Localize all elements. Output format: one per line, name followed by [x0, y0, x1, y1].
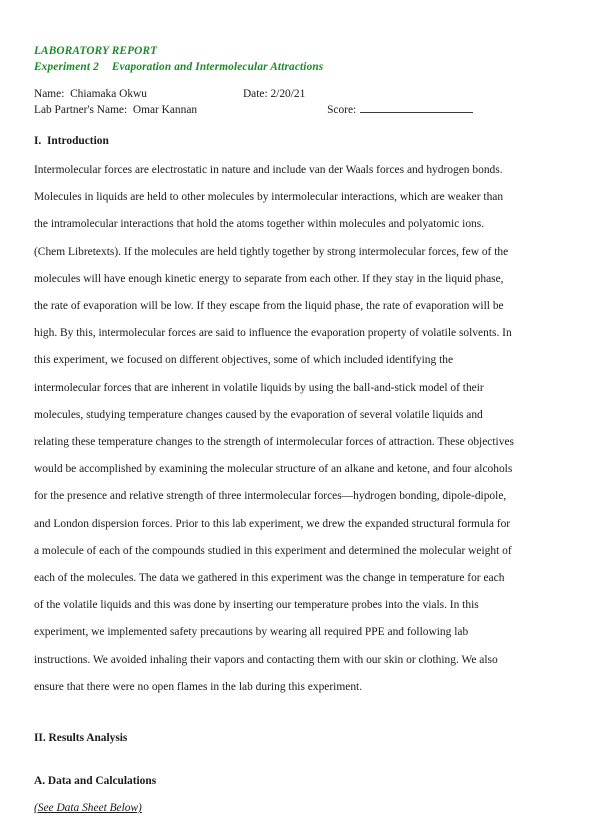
experiment-subject: Evaporation and Intermolecular Attractions — [111, 60, 324, 73]
paragraph-line: the rate of evaporation will be low. If they escape from the liquid phase, the rate of evaporation will be — [34, 300, 504, 313]
paragraph-line: molecules, studying temperature changes caused by the evaporation of several volatile liquids and — [34, 408, 483, 421]
paragraph-line: Molecules in liquids are held to other molecules by intermolecular interactions, which are weaker than — [34, 191, 504, 204]
data-sheet-note: (See Data Sheet Below) — [34, 802, 142, 815]
experiment-label: Experiment 2 — [34, 60, 99, 73]
report-title: LABORATORY REPORT — [34, 45, 158, 57]
paragraph-line: each of the molecules. The data we gathered in this experiment was the change in temperature for each — [34, 572, 505, 585]
name-value: Chiamaka Okwu — [70, 88, 147, 101]
paragraph-line: and London dispersion forces. Prior to this lab experiment, we drew the expanded structural formula for — [34, 517, 511, 530]
paragraph-line: (Chem Libretexts). If the molecules are held tightly together by strong intermolecular forces, few of the — [34, 245, 509, 258]
name-label: Name: — [34, 88, 65, 101]
paragraph-line: molecules will have enough kinetic energy to separate from each other. If they stay in the liquid phase, — [34, 272, 504, 285]
paragraph-line: the intramolecular interactions that hold the atoms together within molecules and polyatomic ions. — [34, 218, 485, 231]
report-title-block — [34, 44, 540, 75]
date-value: 2/20/21 — [270, 88, 306, 101]
meta-row-partner — [34, 103, 540, 118]
paragraph-line: relating these temperature changes to the strength of intermolecular forces of attraction. These objectives — [34, 436, 514, 449]
partner-label: Lab Partner's Name: — [34, 103, 128, 116]
paragraph-line: Intermolecular forces are electrostatic in nature and include van der Waals forces and hydrogen bonds. — [34, 164, 503, 176]
heading-results-analysis: II. Results Analysis — [34, 732, 128, 745]
score-label: Score: — [327, 103, 357, 116]
introduction-paragraph — [34, 157, 531, 701]
paragraph-line: this experiment, we focused on different objectives, some of which included identifying the — [34, 354, 454, 367]
heading-introduction: I. Introduction — [34, 135, 109, 147]
meta-block — [34, 87, 540, 118]
paragraph-line: for the presence and relative strength of three intermolecular forces—hydrogen bonding, dipole-dipole, — [34, 490, 507, 503]
paragraph-line: of the volatile liquids and this was done by inserting our temperature probes into the vials. In this — [34, 599, 479, 612]
paragraph-line: intermolecular forces that are inherent in volatile liquids by using the ball-and-stick model of their — [34, 381, 484, 394]
meta-row-name — [34, 87, 540, 102]
partner-value: Omar Kannan — [132, 103, 198, 116]
paragraph-line: would be accomplished by examining the molecular structure of an alkane and ketone, and four alcohols — [34, 463, 513, 476]
experiment-title-line — [34, 60, 540, 76]
paragraph-line: ensure that there were no open flames in the lab during this experiment. — [34, 680, 363, 693]
date-label: Date: — [242, 88, 268, 101]
paragraph-line: high. By this, intermolecular forces are said to influence the evaporation property of volatile solvents. In — [34, 327, 512, 340]
paragraph-line: instructions. We avoided inhaling their vapors and contacting them with our skin or clothing. We also — [34, 653, 498, 666]
paragraph-line: a molecule of each of the compounds studied in this experiment and determined the molecular weight of — [34, 544, 512, 557]
heading-data-calculations: A. Data and Calculations — [34, 775, 157, 788]
paragraph-line: experiment, we implemented safety precautions by wearing all required PPE and following lab — [34, 626, 469, 639]
score-blank-field[interactable] — [360, 104, 473, 113]
